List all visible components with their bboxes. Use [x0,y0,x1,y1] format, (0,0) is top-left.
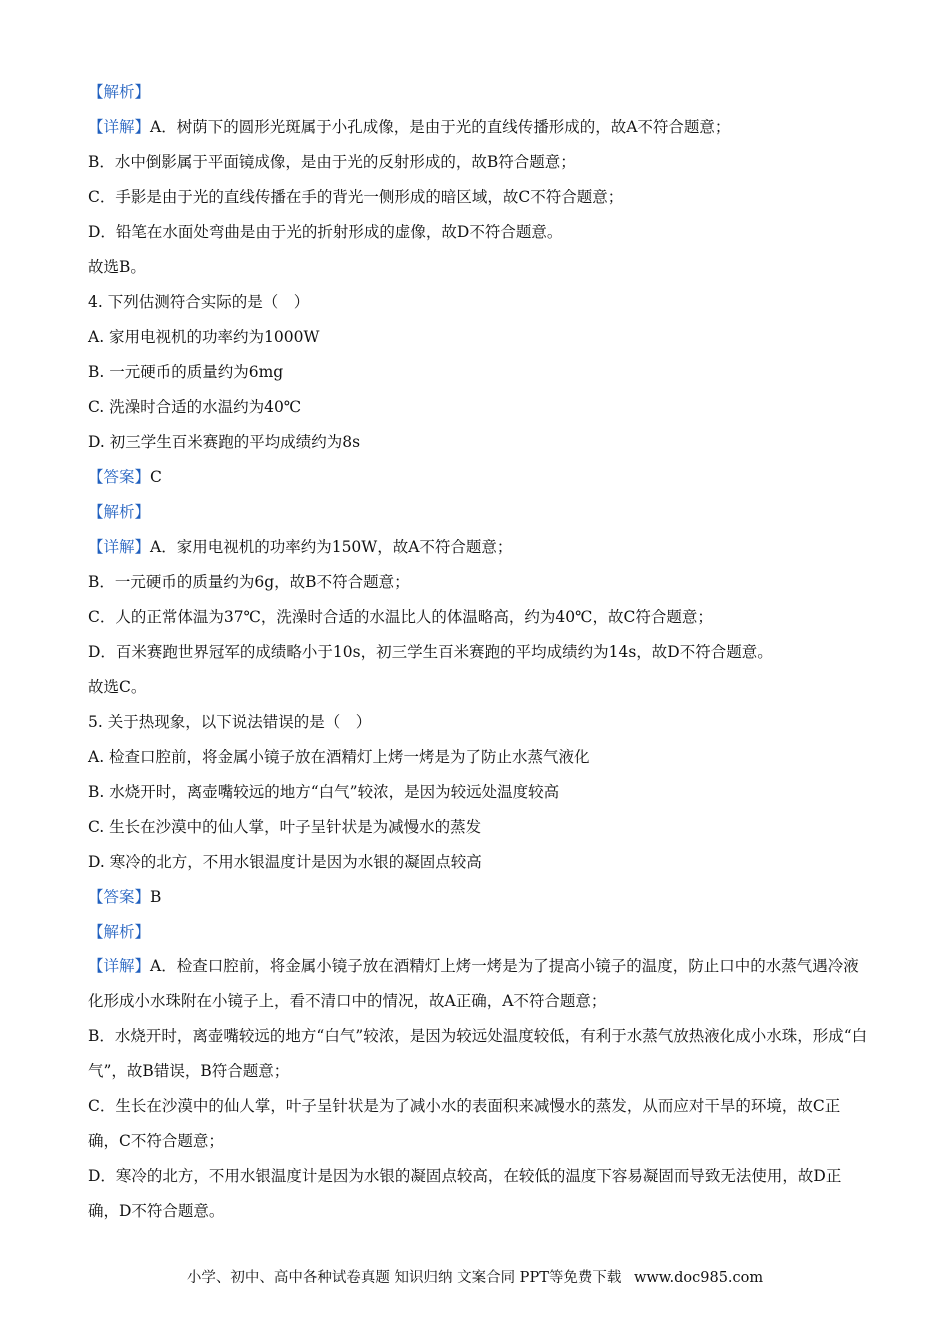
q3-detail-b: B．水中倒影属于平面镜成像，是由于光的反射形成的，故B符合题意； [88,152,576,171]
q5-option-b: B. 水烧开时，离壶嘴较远的地方“白气”较浓，是因为较远处温度较高 [88,782,560,801]
footer-text: 小学、初中、高中各种试卷真题 知识归纳 文案合同 PPT等免费下载 [186,1270,622,1286]
detail-tag: 【详解】 [88,957,151,975]
q5-analysis-heading [88,914,868,949]
q3-detail-c: C．手影是由于光的直线传播在手的背光一侧形成的暗区域，故C不符合题意； [88,187,624,206]
q5-detail-a [88,949,868,1019]
answer-tag: 【答案】 [88,887,151,906]
q3-detail-a [88,109,868,144]
q5-detail-b: B．水烧开时，离壶嘴较远的地方“白气”较浓，是因为较远处温度较低，有利于水蒸气放热液化成小水珠，形成“白气”，故B错误，B符合题意； [88,1027,868,1080]
analysis-tag: 【解析】 [88,502,151,521]
q4-option-b: B. 一元硬币的质量约为6mg [88,362,284,381]
q4-detail-b: B．一元硬币的质量约为6g，故B不符合题意； [88,572,410,591]
q5-option-d: D. 寒冷的北方，不用水银温度计是因为水银的凝固点较高 [88,852,482,871]
detail-text: A．检查口腔前，将金属小镜子放在酒精灯上烤一烤是为了提高小镜子的温度，防止口中的水蒸气遇冷液化形成小水珠附在小镜子上，看不清口中的情况，故A正确，A不符合题意； [88,957,859,1010]
q4-detail-d: D．百米赛跑世界冠军的成绩略小于10s，初三学生百米赛跑的平均成绩约为14s，故D不符合题意。 [88,642,773,661]
analysis-tag: 【解析】 [88,82,151,101]
q3-conclusion: 故选B。 [88,257,146,276]
detail-tag: 【详解】 [88,537,151,556]
q5-stem: 5. 关于热现象，以下说法错误的是（ ） [88,712,372,731]
detail-text: A．家用电视机的功率约为150W，故A不符合题意； [150,537,513,556]
detail-tag: 【详解】 [88,117,151,136]
footer-url[interactable]: www.doc985.com [633,1270,764,1286]
q4-option-d: D. 初三学生百米赛跑的平均成绩约为8s [88,432,361,451]
q4-answer [88,459,868,494]
document-page [88,74,868,1229]
detail-text: A．树荫下的圆形光斑属于小孔成像，是由于光的直线传播形成的，故A不符合题意； [150,117,731,136]
analysis-tag: 【解析】 [88,922,151,941]
answer-value: C [150,467,162,486]
q4-detail-c: C．人的正常体温为37℃，洗澡时合适的水温比人的体温略高，约为40℃，故C符合题意； [88,607,713,626]
q5-answer [88,879,868,914]
q5-detail-c: C．生长在沙漠中的仙人掌，叶子呈针状是为了减小水的表面积来减慢水的蒸发，从而应对干旱的环境，故C正确，C不符合题意； [88,1097,841,1150]
answer-tag: 【答案】 [88,467,151,486]
q4-option-a: A. 家用电视机的功率约为1000W [88,327,320,346]
q4-analysis-heading [88,494,868,529]
q5-option-c: C. 生长在沙漠中的仙人掌，叶子呈针状是为减慢水的蒸发 [88,817,482,836]
q4-stem: 4. 下列估测符合实际的是（ ） [88,292,310,311]
answer-value: B [150,887,162,906]
q5-option-a: A. 检查口腔前，将金属小镜子放在酒精灯上烤一烤是为了防止水蒸气液化 [88,747,590,766]
page-footer [0,1266,950,1287]
q4-detail-a [88,529,868,564]
q5-detail-d: D．寒冷的北方，不用水银温度计是因为水银的凝固点较高，在较低的温度下容易凝固而导致无法使用，故D正确，D不符合题意。 [88,1167,842,1220]
q3-detail-d: D．铅笔在水面处弯曲是由于光的折射形成的虚像，故D不符合题意。 [88,222,563,241]
q3-analysis-heading [88,74,868,109]
q4-option-c: C. 洗澡时合适的水温约为40℃ [88,397,302,416]
q4-conclusion: 故选C。 [88,677,147,696]
